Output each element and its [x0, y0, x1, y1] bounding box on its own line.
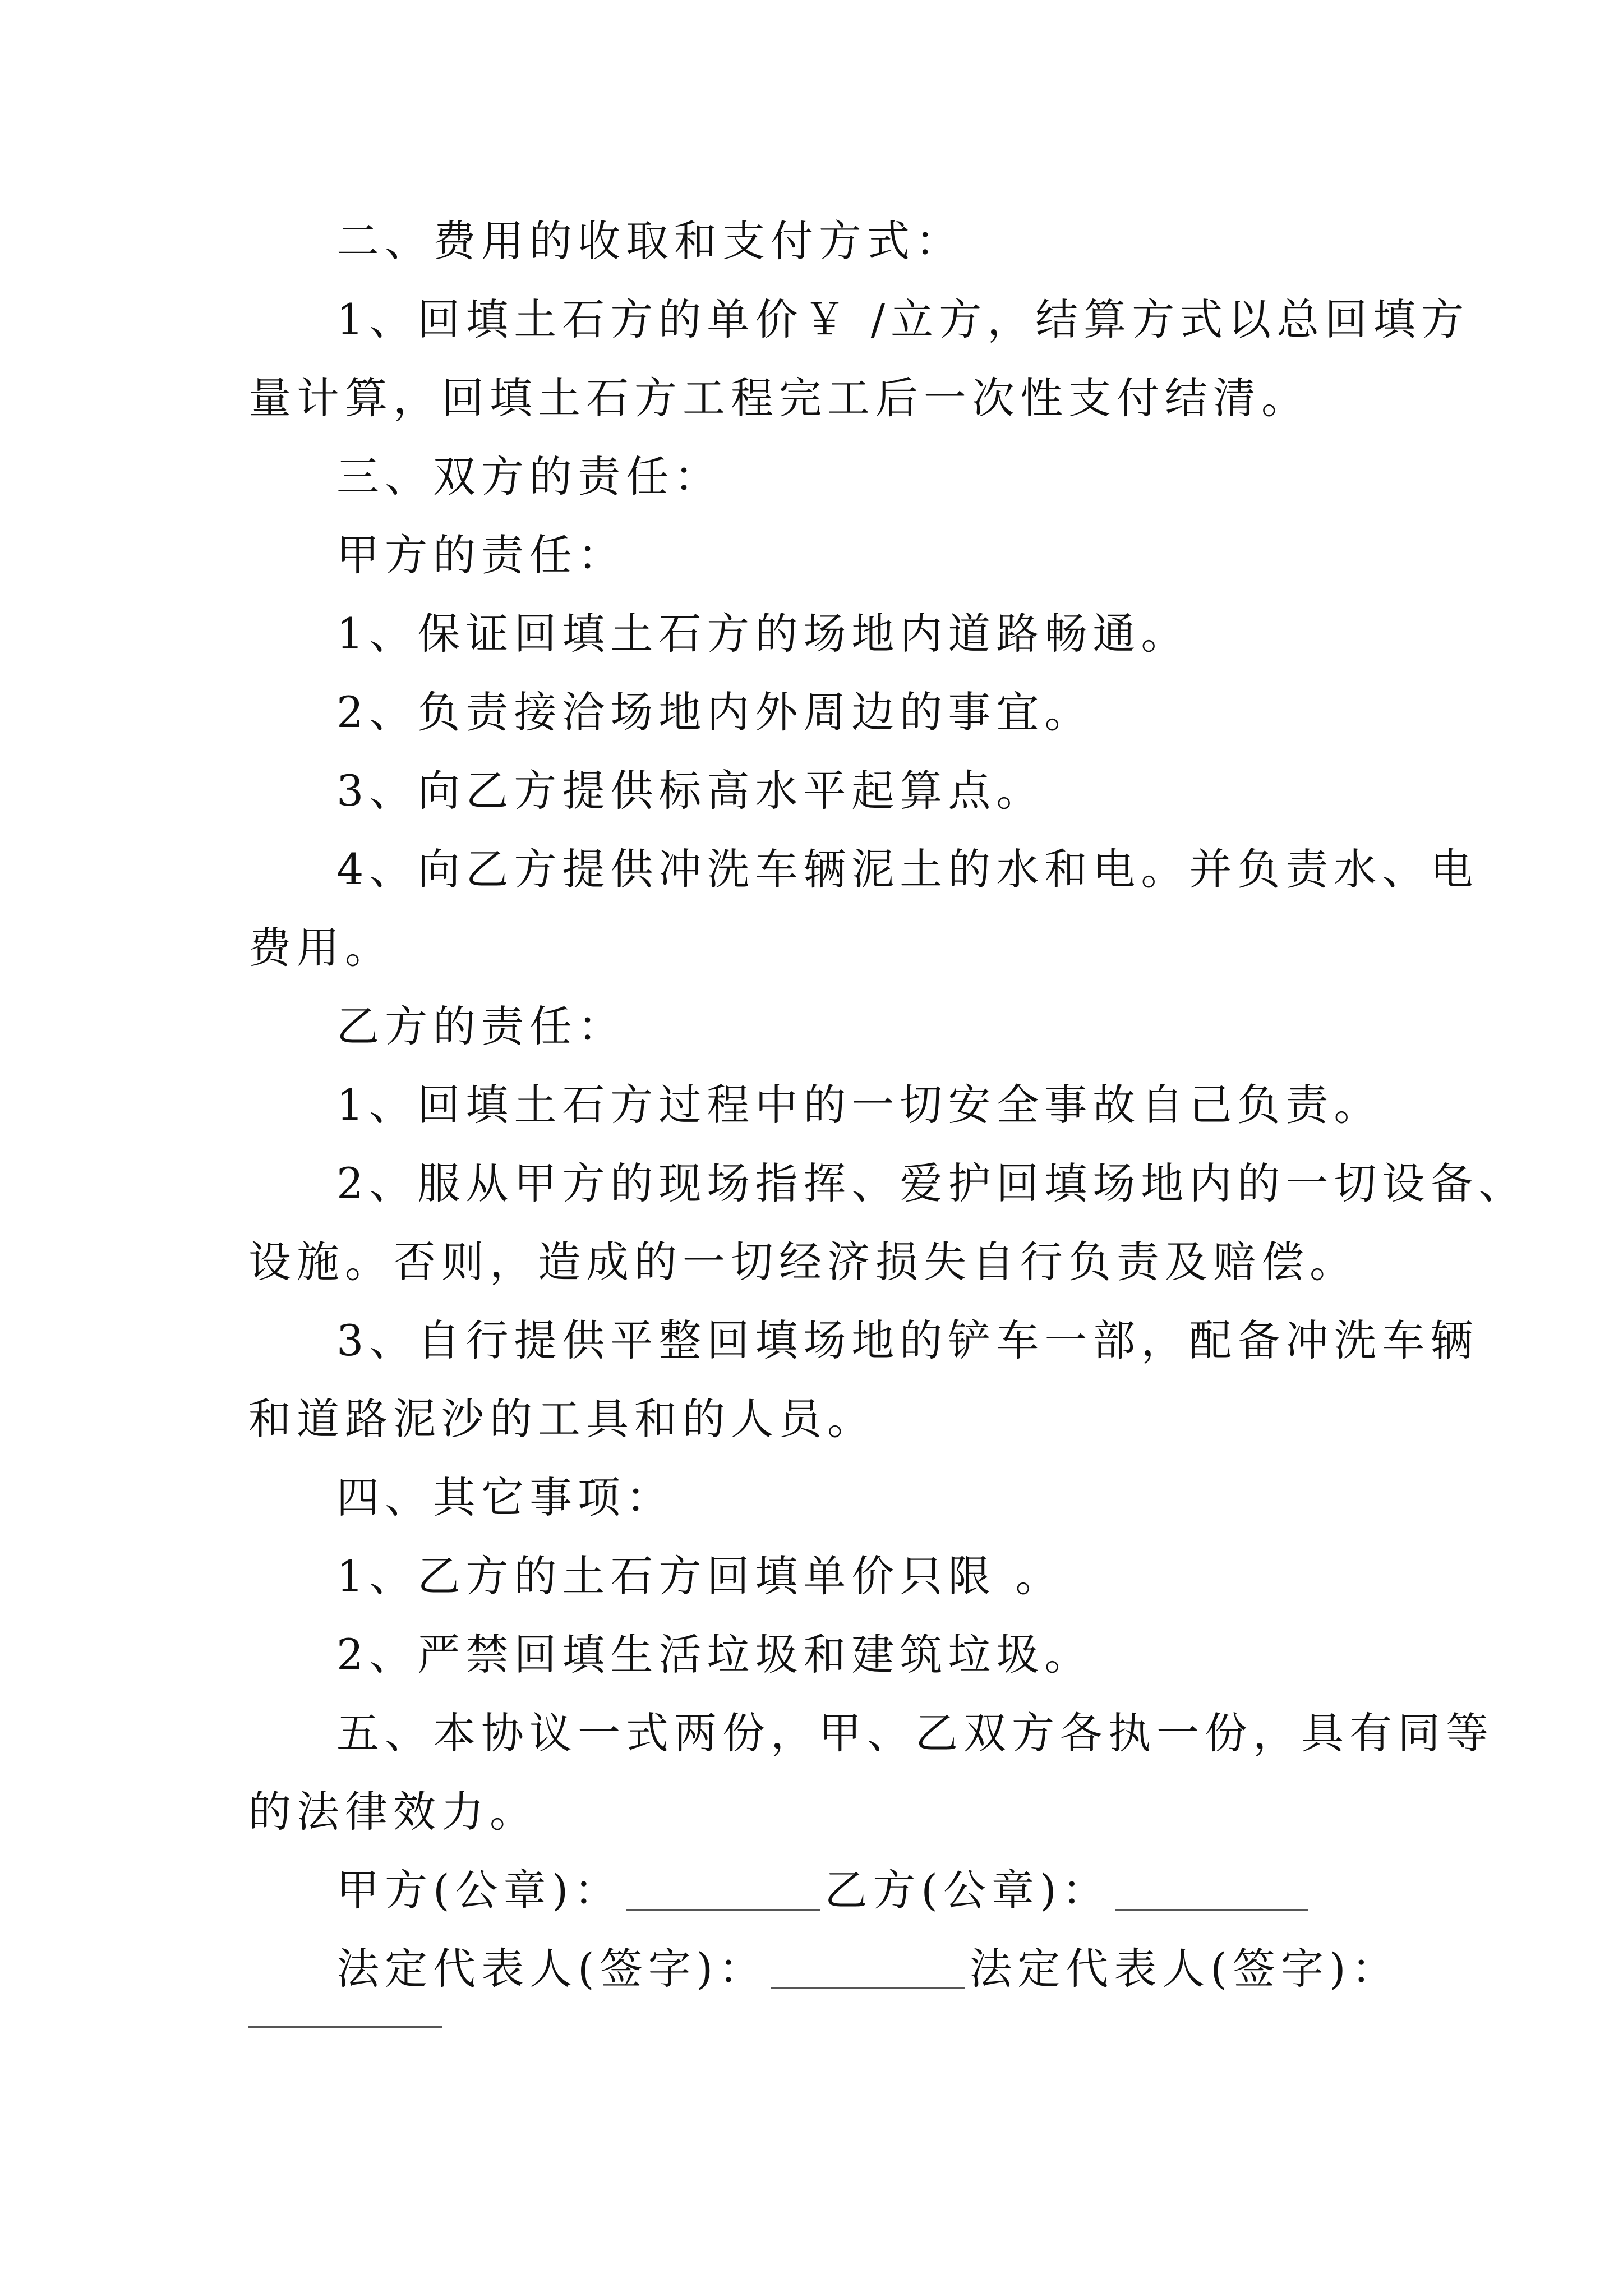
- paragraph-line: 设施。否则，造成的一切经济损失自行负责及赔偿。: [248, 1237, 1358, 1287]
- list-item: 1、回填土石方过程中的一切安全事故自己负责。: [336, 1080, 1382, 1130]
- seal-row: [336, 1865, 1313, 1915]
- section-heading-fees: 二、费用的收取和支付方式：: [336, 216, 963, 266]
- list-item: 2、负责接洽场地内外周边的事宜。: [336, 687, 1093, 737]
- section-heading-other: 四、其它事项：: [336, 1473, 674, 1522]
- party-a-rep-blank: [771, 1987, 965, 1989]
- list-item: 2、严禁回填生活垃圾和建筑垃圾。: [336, 1630, 1093, 1680]
- party-b-rep-blank: [248, 2026, 442, 2028]
- party-b-seal-label: 乙方(公章)：: [824, 1865, 1110, 1915]
- representative-row: [336, 1944, 1400, 1994]
- party-b-seal-blank: [1115, 1909, 1308, 1911]
- list-item: 3、自行提供平整回填场地的铲车一部，配备冲洗车辆: [336, 1315, 1479, 1365]
- party-a-rep-label: 法定代表人(签字)：: [336, 1944, 767, 1994]
- list-item: 3、向乙方提供标高水平起算点。: [336, 766, 1045, 816]
- paragraph-line: 1、回填土石方的单价￥ /立方，结算方式以总回填方: [336, 295, 1470, 344]
- party-a-seal-label: 甲方(公章)：: [336, 1865, 623, 1915]
- section-heading-copies: 五、本协议一式两份，甲、乙双方各执一份，具有同等: [336, 1708, 1494, 1758]
- paragraph-line: 费用。: [248, 923, 393, 973]
- section-heading-responsibilities: 三、双方的责任：: [336, 452, 722, 501]
- list-item: 2、服从甲方的现场指挥、爱护回填场地内的一切设备、: [336, 1158, 1527, 1208]
- paragraph-line: 和道路泥沙的工具和的人员。: [248, 1394, 875, 1444]
- subheading-party-a: 甲方的责任：: [336, 530, 626, 580]
- paragraph-line: 的法律效力。: [248, 1787, 538, 1837]
- paragraph-line: 量计算，回填土石方工程完工后一次性支付结清。: [248, 373, 1310, 423]
- list-item: 1、保证回填土石方的场地内道路畅通。: [336, 609, 1189, 659]
- list-item: 1、乙方的土石方回填单价只限 。: [336, 1551, 1064, 1601]
- list-item: 4、向乙方提供冲洗车辆泥土的水和电。并负责水、电: [336, 844, 1479, 894]
- party-b-rep-label: 法定代表人(签字)：: [969, 1944, 1400, 1994]
- subheading-party-b: 乙方的责任：: [336, 1001, 626, 1051]
- party-a-seal-blank: [626, 1909, 820, 1911]
